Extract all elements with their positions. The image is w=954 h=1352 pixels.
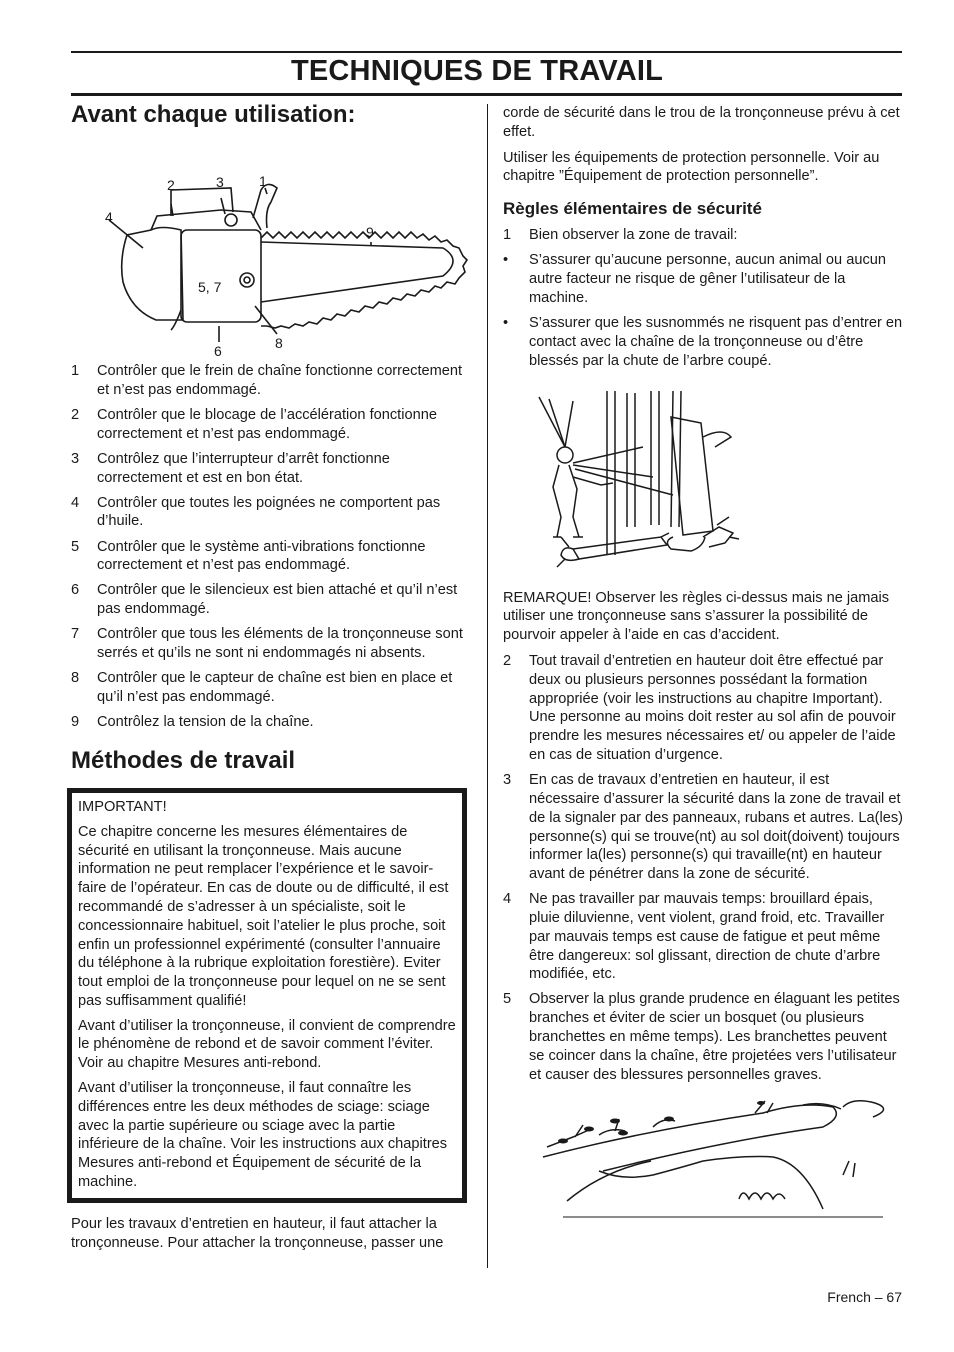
figure-label-6: 6 [214,343,222,359]
important-label: IMPORTANT! [78,798,167,815]
list-item: 2 Contrôler que le blocage de l’accélération fonctionne correctement et n’est pas endommagé. [71,406,437,442]
paragraph-protective-equipment: Utiliser les équipements de protection personnelle. Voir au chapitre ”Équipement de protection personnelle”. [503,149,880,185]
important-paragraph-3: Avant d’utiliser la tronçonneuse, il faut connaître les différences entre les deux méthodes de sciage: sciage avec la partie supérieure ou sciage avec la partie inférieure de la chaîne. Voir les instructions aux chapitres Mesures anti-rebond et Équipement de sécurité de la machine. [78,1080,448,1191]
right-column [503,104,903,1221]
list-item: 6 Contrôler que le silencieux est bien attaché et qu’il n’est pas endommagé. [71,582,458,618]
important-paragraph-2: Avant d’utiliser la tronçonneuse, il convient de comprendre le phénomène de rebond et de savoir comment l’éviter. Voir au chapitre Mesures anti-rebond. [78,1017,456,1072]
list-item: 5 Contrôler que le système anti-vibrations fonctionne correctement et n’est pas endommagé. [71,538,426,574]
figure-label-1: 1 [259,173,267,189]
list-item: 3 En cas de travaux d’entretien en hauteur, il est nécessaire d’assurer la sécurité dans la zone de travail et de la signaler par des panneaux, rubans et autres. La(les) personne(s) qui se trouve(nt) au sol doit(doivent) toujours informer la(les) personne(s) qui travaille(nt) en hauteur avant de pénétrer dans la zone de sécurité. [503,772,903,883]
left-column [71,100,471,1259]
chainsaw-diagram [71,130,471,362]
pre-use-checklist [71,362,471,732]
page-footer: French – 67 [827,1289,902,1305]
list-item: 3 Contrôlez que l’interrupteur d’arrêt fonctionne correctement et est en bon état. [71,450,390,486]
list-item: 4 Contrôler que toutes les poignées ne comportent pas d’huile. [71,494,441,530]
list-item: 4 Ne pas travailler par mauvais temps: brouillard épais, pluie diluvienne, vent violent, grand froid, etc. Travailler par mauvais temps est cause de fatigue et peut même être dangereux: sol glissant, direction de chute d’arbre modifiée, etc. [503,891,885,983]
list-item: 2 Tout travail d’entretien en hauteur doit être effectué par deux ou plusieurs personnes possédant la formation appropriée (voir les instructions au chapitre Important). Une personne au moins doit rester au sol afin de pouvoir prendre les mesures nécessaires et/ ou appeler de l’aide en cas de situation d’urgence. [503,653,896,764]
section-heading-before-use: Avant chaque utilisation: [71,101,356,128]
important-paragraph-1: Ce chapitre concerne les mesures élémentaires de sécurité en utilisant la tronçonneuse. Mais aucune information ne peut remplacer l’expérience et le savoir-faire de l’opérateur. En cas de doute ou de difficulté, il est recommandé de s’adresser à un spécialiste, soit le concessionnaire habituel, soit l’atelier le plus proche, soit enfin un professionnel expérimenté (consulter l’annuaire du téléphone à la rubrique exploitation forestière). Eviter tout emploi de la tronçonneuse pour lequel on ne se sent pas suffisamment qualifié! [78,823,449,1009]
important-box [67,788,467,1203]
bullet-item: • S’assurer qu’aucune personne, aucun animal ou aucun autre facteur ne risque de gêner l’utilisateur de la machine. [503,252,886,306]
paragraph-safety-rope: corde de sécurité dans le trou de la tronçonneuse prévu à cet effet. [503,105,900,140]
header-rule-bottom [71,93,902,96]
list-item: 7 Contrôler que tous les éléments de la tronçonneuse sont serrés et qu’ils ne sont ni endommagés ni absents. [71,626,463,662]
bullet-item: • S’assurer que les susnommés ne risquent pas d’entrer en contact avec la chaîne de la tronçonneuse ou d’être blessés par la chute de l’arbre coupé. [503,314,903,369]
column-divider [487,104,488,1268]
paragraph-height-maintenance: Pour les travaux d’entretien en hauteur, il faut attacher la tronçonneuse. Pour attacher la tronçonneuse, passer une [71,1215,444,1251]
list-item: 5 Observer la plus grande prudence en élaguant les petites branches et éviter de scier un bosquet (ou plusieurs branchettes en même temps). Les branchettes peuvent se coincer dans la chaîne, être projetées vers l’utilisateur et causer des blessures personnelles graves. [503,991,900,1083]
remark-paragraph: REMARQUE! Observer les règles ci-dessus mais ne jamais utiliser une tronçonneuse sans s’assurer la possibilité de pourvoir appeler à l’aide en cas d’accident. [503,589,890,644]
branches-illustration [503,1091,903,1221]
list-item: 1 Contrôler que le frein de chaîne fonctionne correctement et n’est pas endommagé. [71,363,463,398]
page-title: TECHNIQUES DE TRAVAIL [290,55,664,87]
forest-work-zone-illustration [503,377,903,583]
figure-label-4: 4 [105,209,113,225]
rules-heading: Règles élémentaires de sécurité [503,199,762,219]
section-heading-work-methods: Méthodes de travail [71,746,296,774]
figure-label-5-7: 5, 7 [198,279,222,295]
safety-rules-list [503,652,903,1084]
header-rule-top [71,51,902,53]
list-item: 9 Contrôlez la tension de la chaîne. [71,714,314,731]
figure-label-2: 2 [167,177,175,193]
list-item: 1 Bien observer la zone de travail: [503,227,738,244]
figure-label-8: 8 [275,335,283,351]
list-item: 8 Contrôler que le capteur de chaîne est bien en place et qu’il n’est pas endommagé. [71,670,453,706]
figure-label-9: 9 [366,224,374,240]
figure-label-3: 3 [216,174,224,190]
